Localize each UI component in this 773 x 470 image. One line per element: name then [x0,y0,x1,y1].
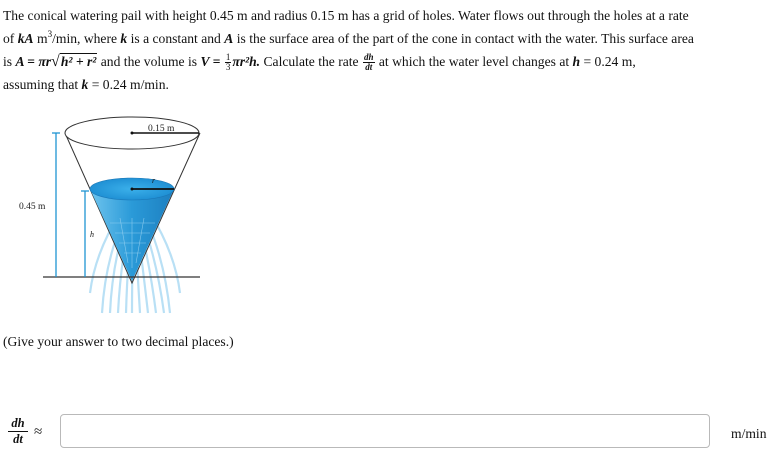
problem-line-3: is A = πr√h² + r² and the volume is V = $\frac{1}{3}$ πr²h. Calculate the rate $\frac{dh}{dt}$ at which the water level changes at h = 0.24 m, [3,50,771,73]
watering-pail-figure [10,113,210,318]
precision-hint: (Give your answer to two decimal places.) [3,334,234,349]
rate-fraction: $\frac{dh}{dt}$ [363,52,374,73]
unit-label: m/min [731,426,767,441]
problem-line-1: The conical watering pail with height 0.45 m and radius 0.15 m has a grid of holes. Water flows out through the holes at a rate [3,8,689,23]
problem-line-4: assuming that k = 0.24 m/min. [3,77,169,92]
answer-fraction: $\frac{dh}{dt}$ [8,416,28,447]
one-third-fraction: $\frac{1}{3}$ [225,52,231,73]
square-root: √h² + r² [51,53,97,70]
problem-statement [3,4,771,96]
surface-area-formula: A = πr [15,54,52,69]
h-label: h [90,230,94,239]
volume-formula: V = [200,54,224,69]
radius-label: 0.15 m [148,124,175,134]
r-label: r [152,176,156,185]
height-label: 0.45 m [19,202,46,212]
problem-line-2: of kA $m^3/\min$, where k is a constant and A is the surface area of the part of the cone in contact with the water. This surface area [3,29,694,46]
answer-input[interactable] [60,414,710,448]
approx-symbol: ≈ [34,424,43,440]
